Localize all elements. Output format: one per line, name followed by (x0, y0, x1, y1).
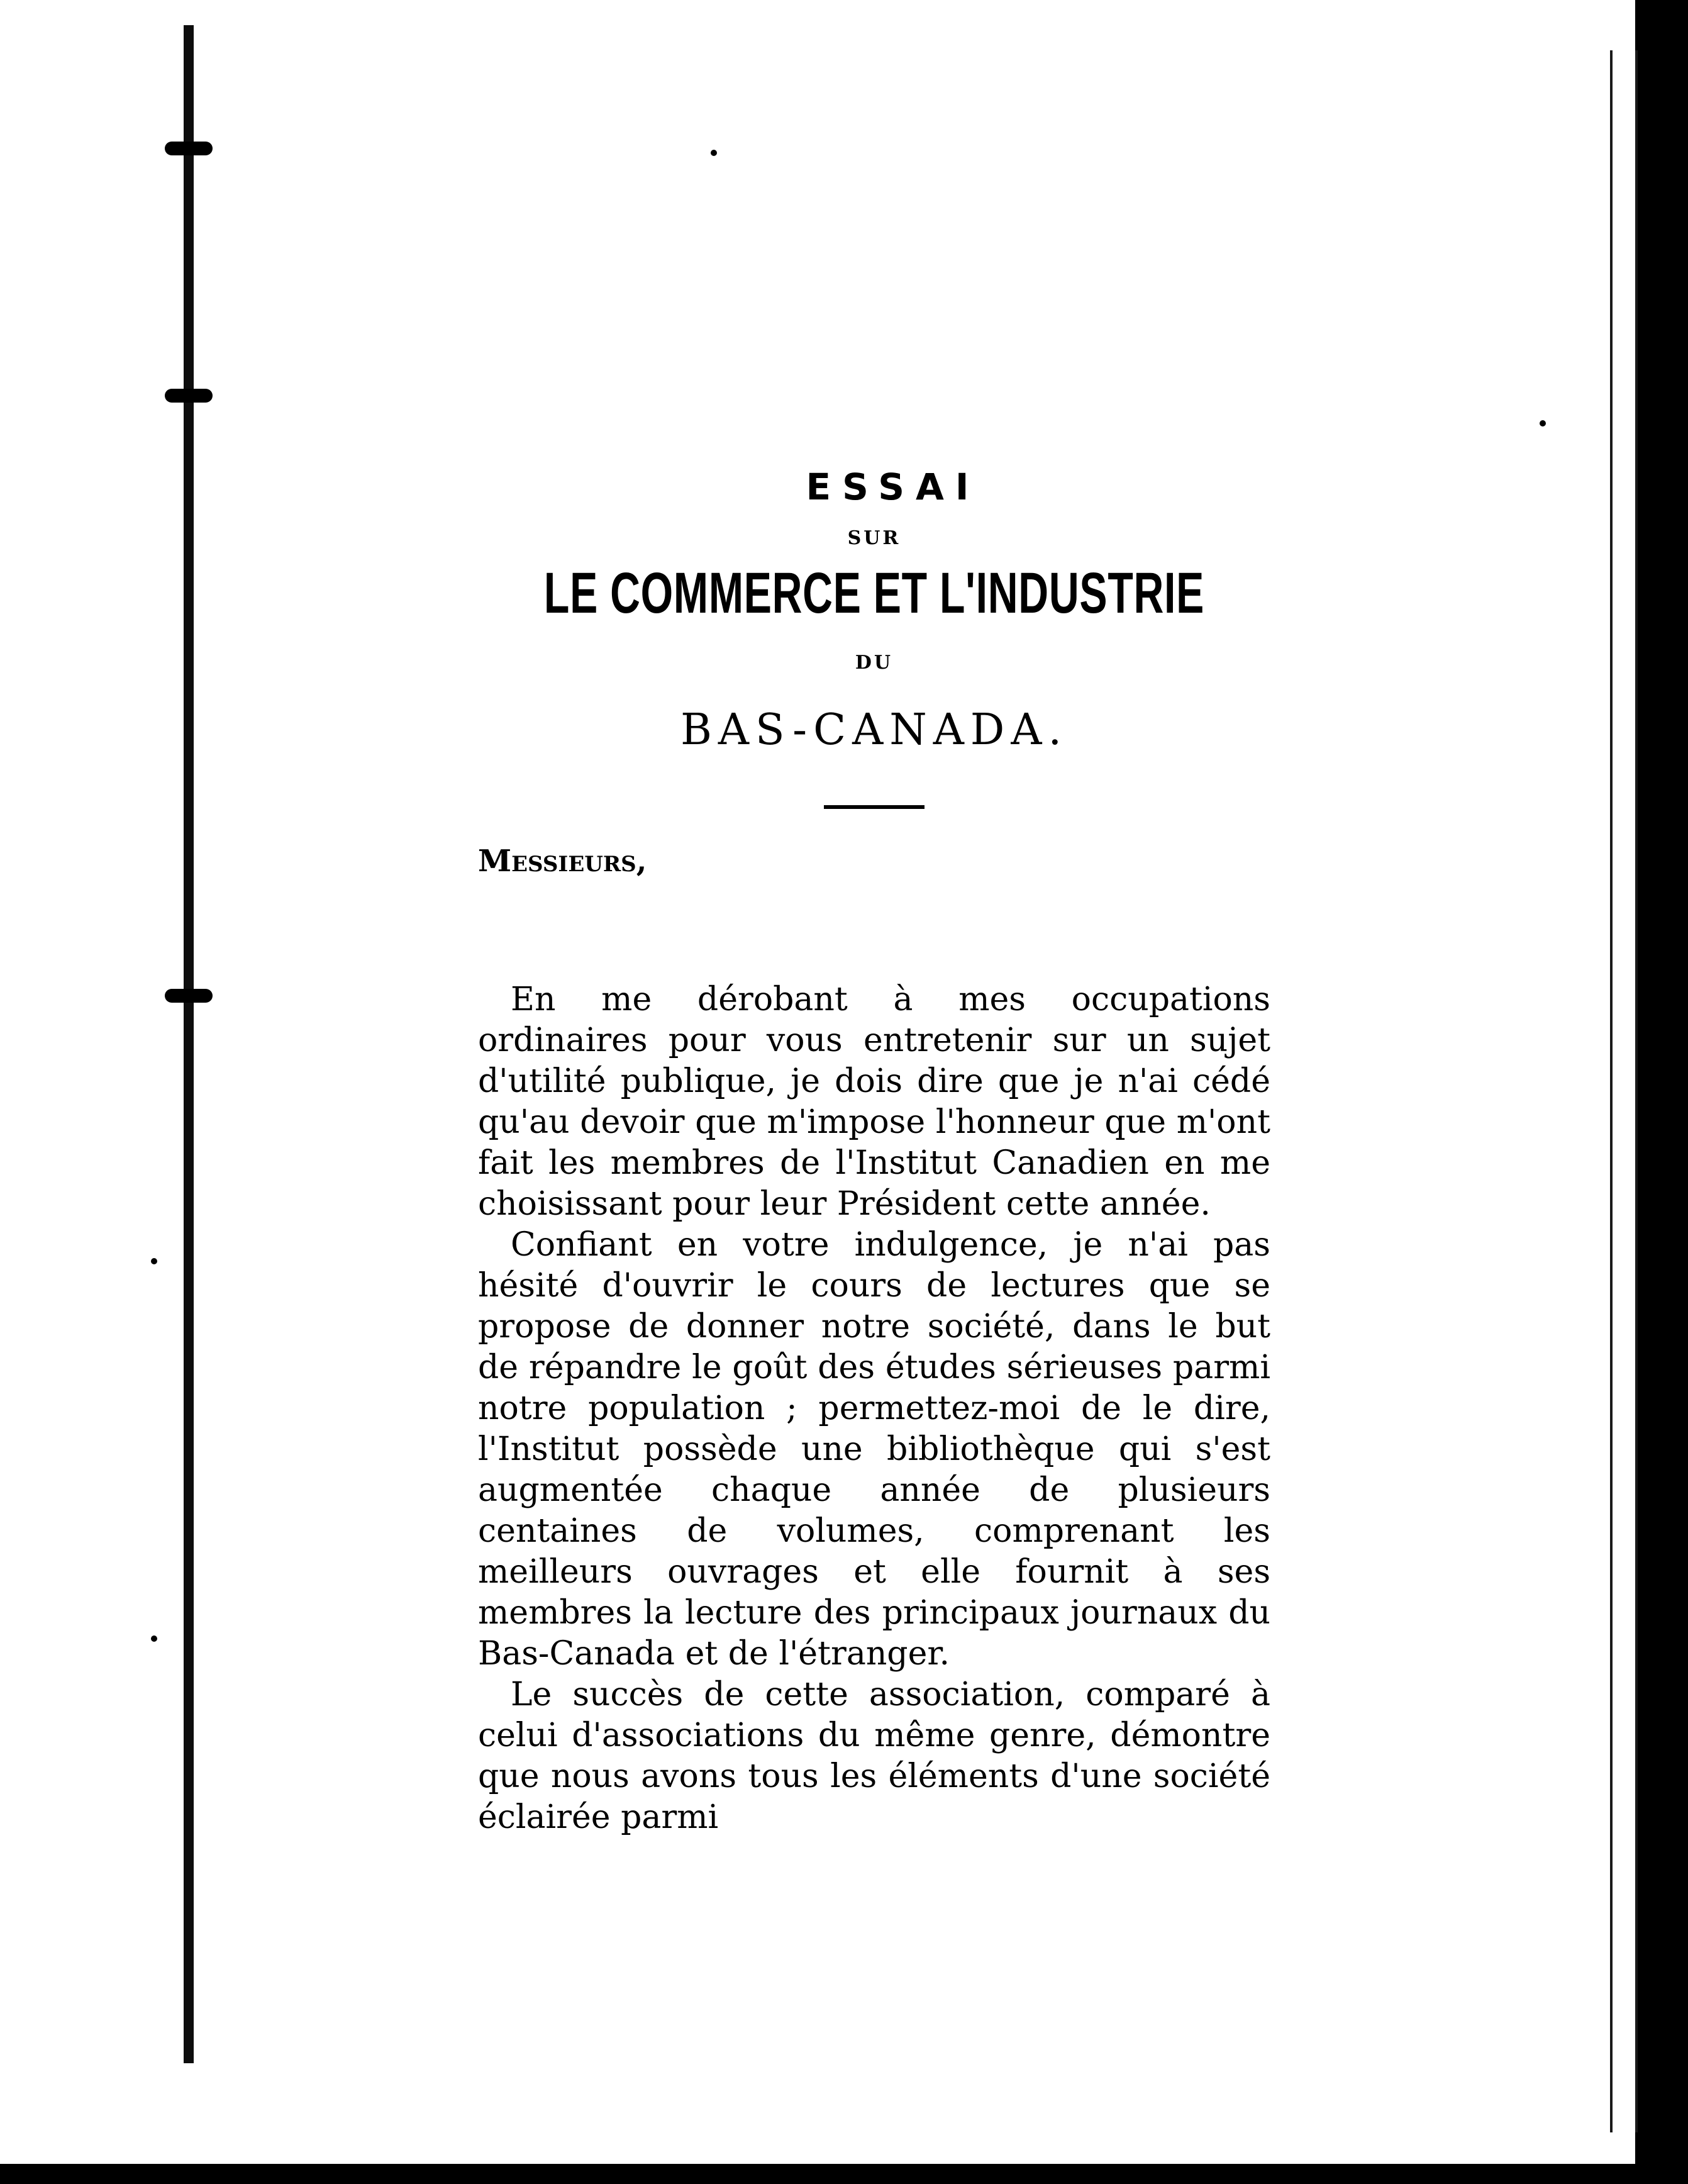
ink-speck (151, 1635, 157, 1642)
binding-stitch (165, 989, 213, 1003)
document-title: ESSAI (806, 465, 980, 508)
document-place-title: BAS-CANADA. (680, 705, 1069, 755)
document-main-title: LE COMMERCE ET L'INDUSTRIE (543, 561, 1205, 625)
title-rule (824, 805, 925, 809)
ink-speck (711, 150, 717, 156)
ink-speck (151, 1258, 157, 1264)
title-connector-sur: SUR (847, 527, 901, 549)
binding-stitch (165, 142, 213, 155)
binding-stitch (165, 389, 213, 403)
body-paragraph: En me dérobant à mes occupations ordinaires pour vous entretenir sur un sujet d'utilité publique, je dois dire que je n'ai cédé qu'au devoir que m'impose l'honneur que m'ont fait les membres de l'Institut Canadien en me choisissant pour leur Président cette année. (478, 981, 1270, 1223)
salutation: Messieurs, (478, 844, 647, 879)
ink-speck (1540, 420, 1546, 426)
body-paragraph: Le succès de cette association, comparé à celui d'associations du même genre, démontre que nous avons tous les éléments d'une société éclairée parmi (478, 1676, 1270, 1836)
page-edge-shadow (1610, 50, 1613, 2132)
page-edge-shadow (1635, 50, 1638, 2132)
page-content (478, 440, 1270, 1838)
title-connector-du: DU (855, 652, 894, 674)
book-binding (184, 25, 194, 2063)
body-paragraph: Confiant en votre indulgence, je n'ai pas hésité d'ouvrir le cours de lectures que se propose de donner notre société, dans le but de répandre le goût des études sérieuses parmi notre population ; permettez-moi de le dire, l'Institut possède une bibliothèque qui s'est augmentée chaque année de plusieurs centaines de volumes, comprenant les meilleurs ouvrages et elle fournit à ses membres la lecture des principaux journaux du Bas-Canada et de l'étranger. (478, 1226, 1270, 1673)
